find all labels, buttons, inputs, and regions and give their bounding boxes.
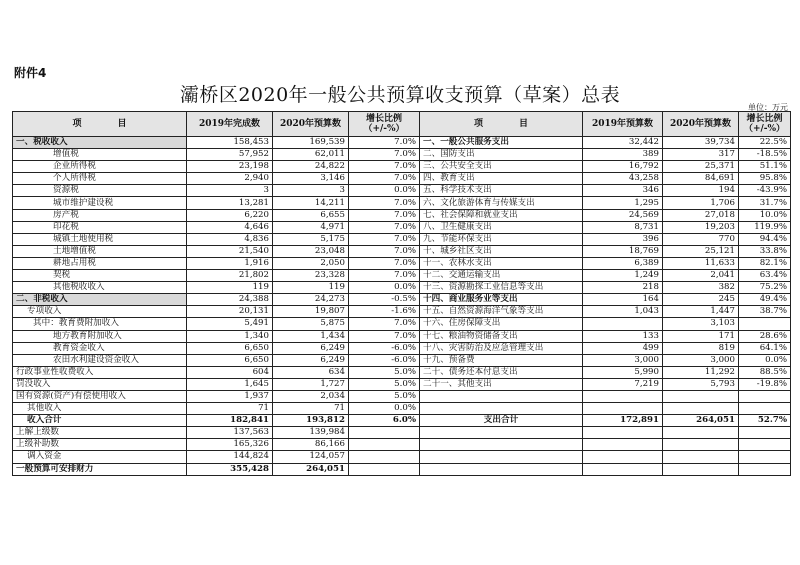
cell-2019-done: 1,916 bbox=[187, 257, 273, 269]
row-label: 契税 bbox=[13, 270, 187, 282]
table-row bbox=[13, 330, 791, 342]
cell-growth bbox=[349, 451, 420, 463]
row-label: 增值税 bbox=[13, 149, 187, 161]
cell-2020-budget: 124,057 bbox=[273, 451, 349, 463]
header-growth-left-line2: （+/-%） bbox=[363, 124, 405, 134]
row-label: 上级补助数 bbox=[13, 439, 187, 451]
header-2019-done: 2019年完成数 bbox=[187, 112, 273, 137]
cell-2020-budget: 5,875 bbox=[273, 318, 349, 330]
cell-2020-budget: 23,328 bbox=[273, 270, 349, 282]
cell-growth bbox=[349, 439, 420, 451]
cell-2019-budget bbox=[583, 318, 663, 330]
cell-2019-done: 119 bbox=[187, 282, 273, 294]
cell-growth-right: 95.8% bbox=[739, 173, 791, 185]
header-growth-left-line1: 增长比例 bbox=[365, 114, 402, 124]
cell-2019-done: 71 bbox=[187, 403, 273, 415]
cell-2019-done: 21,540 bbox=[187, 245, 273, 257]
cell-2020-budget: 24,273 bbox=[273, 294, 349, 306]
cell-2019-budget bbox=[583, 463, 663, 475]
page-title: 灞桥区2020年一般公共预算收支预算（草案）总表 bbox=[179, 84, 621, 106]
cell-growth-right: 0.0% bbox=[739, 354, 791, 366]
cell-2019-done: 1,340 bbox=[187, 330, 273, 342]
cell-2020-budget-right: 25,121 bbox=[663, 245, 739, 257]
cell-2020-budget: 2,050 bbox=[273, 257, 349, 269]
cell-growth-right: 88.5% bbox=[739, 366, 791, 378]
cell-growth-right: -43.9% bbox=[739, 185, 791, 197]
row-label: 二、非税收入 bbox=[13, 294, 187, 306]
cell-growth-right bbox=[739, 390, 791, 402]
cell-2020-budget-right: 27,018 bbox=[663, 209, 739, 221]
cell-2019-done: 1,645 bbox=[187, 378, 273, 390]
cell-2020-budget-right: 39,734 bbox=[663, 137, 739, 149]
attachment-label: 附件4 bbox=[14, 66, 47, 80]
cell-2020-budget: 24,822 bbox=[273, 161, 349, 173]
row-label-right: 三、公共安全支出 bbox=[420, 161, 583, 173]
cell-growth bbox=[349, 463, 420, 475]
header-growth-right-line2: （+/-%） bbox=[743, 124, 786, 134]
cell-growth: 0.0% bbox=[349, 403, 420, 415]
cell-2019-budget bbox=[583, 390, 663, 402]
header-item-left: 项 目 bbox=[13, 112, 187, 137]
cell-2019-budget: 172,891 bbox=[583, 415, 663, 427]
table-row bbox=[13, 427, 791, 439]
cell-2020-budget: 71 bbox=[273, 403, 349, 415]
cell-2020-budget: 193,812 bbox=[273, 415, 349, 427]
cell-2019-budget: 43,258 bbox=[583, 173, 663, 185]
cell-2019-budget: 8,731 bbox=[583, 221, 663, 233]
cell-growth-right: 22.5% bbox=[739, 137, 791, 149]
cell-2019-budget: 1,043 bbox=[583, 306, 663, 318]
table-row bbox=[13, 197, 791, 209]
cell-2020-budget: 169,539 bbox=[273, 137, 349, 149]
cell-2019-budget: 133 bbox=[583, 330, 663, 342]
cell-2019-done: 355,428 bbox=[187, 463, 273, 475]
cell-growth: -6.0% bbox=[349, 342, 420, 354]
cell-2019-done: 6,650 bbox=[187, 354, 273, 366]
row-label-right bbox=[420, 439, 583, 451]
cell-2020-budget-right: 3,103 bbox=[663, 318, 739, 330]
cell-2019-budget: 389 bbox=[583, 149, 663, 161]
table-row bbox=[13, 233, 791, 245]
cell-growth: -6.0% bbox=[349, 354, 420, 366]
row-label-right bbox=[420, 463, 583, 475]
row-label: 耕地占用税 bbox=[13, 257, 187, 269]
cell-2019-budget: 7,219 bbox=[583, 378, 663, 390]
cell-2020-budget-right: 25,371 bbox=[663, 161, 739, 173]
cell-2019-budget: 218 bbox=[583, 282, 663, 294]
row-label: 教育资金收入 bbox=[13, 342, 187, 354]
cell-growth: 7.0% bbox=[349, 161, 420, 173]
cell-growth: 7.0% bbox=[349, 149, 420, 161]
row-label: 城镇土地使用税 bbox=[13, 233, 187, 245]
header-growth-right-line1: 增长比例 bbox=[746, 114, 783, 124]
cell-2019-budget bbox=[583, 451, 663, 463]
cell-2020-budget-right: 84,691 bbox=[663, 173, 739, 185]
table-header-row bbox=[13, 112, 791, 137]
header-growth-left bbox=[349, 112, 420, 137]
cell-2019-budget: 6,389 bbox=[583, 257, 663, 269]
cell-2020-budget-right: 245 bbox=[663, 294, 739, 306]
row-label: 印花税 bbox=[13, 221, 187, 233]
table-row bbox=[13, 270, 791, 282]
budget-table bbox=[12, 111, 791, 476]
row-label: 农田水利建设资金收入 bbox=[13, 354, 187, 366]
cell-2020-budget-right: 1,447 bbox=[663, 306, 739, 318]
cell-2020-budget: 3 bbox=[273, 185, 349, 197]
cell-growth: 7.0% bbox=[349, 257, 420, 269]
table-row bbox=[13, 366, 791, 378]
row-label-right: 十四、商业服务业等支出 bbox=[420, 294, 583, 306]
cell-growth: 5.0% bbox=[349, 378, 420, 390]
row-label: 个人所得税 bbox=[13, 173, 187, 185]
cell-growth-right bbox=[739, 318, 791, 330]
cell-growth-right: 38.7% bbox=[739, 306, 791, 318]
table-row bbox=[13, 185, 791, 197]
table-row bbox=[13, 318, 791, 330]
row-label: 国有资源(资产)有偿使用收入 bbox=[13, 390, 187, 402]
cell-2020-budget-right bbox=[663, 427, 739, 439]
row-label: 上解上级数 bbox=[13, 427, 187, 439]
cell-2020-budget: 1,727 bbox=[273, 378, 349, 390]
row-label-right: 四、教育支出 bbox=[420, 173, 583, 185]
cell-2020-budget: 139,984 bbox=[273, 427, 349, 439]
row-label-right: 十一、农林水支出 bbox=[420, 257, 583, 269]
cell-2019-done: 21,802 bbox=[187, 270, 273, 282]
cell-2019-done: 6,650 bbox=[187, 342, 273, 354]
table-row bbox=[13, 209, 791, 221]
row-label-right: 十、城乡社区支出 bbox=[420, 245, 583, 257]
cell-2019-done: 165,326 bbox=[187, 439, 273, 451]
cell-growth: 0.0% bbox=[349, 185, 420, 197]
cell-2019-budget: 32,442 bbox=[583, 137, 663, 149]
row-label-right: 二十一、其他支出 bbox=[420, 378, 583, 390]
cell-2020-budget: 634 bbox=[273, 366, 349, 378]
cell-2020-budget-right: 382 bbox=[663, 282, 739, 294]
table-row bbox=[13, 221, 791, 233]
row-label: 企业所得税 bbox=[13, 161, 187, 173]
cell-2019-budget: 499 bbox=[583, 342, 663, 354]
cell-growth: 7.0% bbox=[349, 270, 420, 282]
row-label: 调入资金 bbox=[13, 451, 187, 463]
cell-2020-budget: 86,166 bbox=[273, 439, 349, 451]
cell-growth-right: 49.4% bbox=[739, 294, 791, 306]
cell-growth-right: 31.7% bbox=[739, 197, 791, 209]
cell-2020-budget-right bbox=[663, 403, 739, 415]
row-label-right: 七、社会保障和就业支出 bbox=[420, 209, 583, 221]
cell-2019-done: 182,841 bbox=[187, 415, 273, 427]
cell-growth-right bbox=[739, 451, 791, 463]
row-label: 罚没收入 bbox=[13, 378, 187, 390]
cell-2020-budget: 19,807 bbox=[273, 306, 349, 318]
table-row bbox=[13, 173, 791, 185]
cell-2019-done: 23,198 bbox=[187, 161, 273, 173]
cell-growth: 7.0% bbox=[349, 221, 420, 233]
cell-2019-budget: 24,569 bbox=[583, 209, 663, 221]
cell-growth: 7.0% bbox=[349, 197, 420, 209]
row-label-right: 十五、自然资源海洋气象等支出 bbox=[420, 306, 583, 318]
cell-2020-budget: 6,655 bbox=[273, 209, 349, 221]
cell-2019-done: 137,563 bbox=[187, 427, 273, 439]
row-label-right bbox=[420, 451, 583, 463]
table-row bbox=[13, 439, 791, 451]
table-row bbox=[13, 403, 791, 415]
cell-2020-budget-right: 3,000 bbox=[663, 354, 739, 366]
row-label: 其他税收收入 bbox=[13, 282, 187, 294]
row-label-right: 十二、交通运输支出 bbox=[420, 270, 583, 282]
cell-2020-budget-right: 194 bbox=[663, 185, 739, 197]
header-2020-budget: 2020年预算数 bbox=[273, 112, 349, 137]
cell-growth-right bbox=[739, 439, 791, 451]
cell-growth: -1.6% bbox=[349, 306, 420, 318]
cell-2019-done: 13,281 bbox=[187, 197, 273, 209]
header-2019-budget: 2019年预算数 bbox=[583, 112, 663, 137]
cell-growth: 7.0% bbox=[349, 245, 420, 257]
cell-2020-budget: 4,971 bbox=[273, 221, 349, 233]
cell-2019-done: 144,824 bbox=[187, 451, 273, 463]
row-label: 一般预算可安排财力 bbox=[13, 463, 187, 475]
table-row bbox=[13, 294, 791, 306]
cell-2019-budget: 1,295 bbox=[583, 197, 663, 209]
cell-growth: -0.5% bbox=[349, 294, 420, 306]
table-row bbox=[13, 245, 791, 257]
unit-label: 单位：万元 bbox=[748, 103, 788, 112]
row-label-right: 十六、住房保障支出 bbox=[420, 318, 583, 330]
cell-2020-budget-right: 5,793 bbox=[663, 378, 739, 390]
header-2020-budget-right: 2020年预算数 bbox=[663, 112, 739, 137]
cell-growth-right: 82.1% bbox=[739, 257, 791, 269]
cell-growth-right: 119.9% bbox=[739, 221, 791, 233]
cell-2019-done: 20,131 bbox=[187, 306, 273, 318]
cell-2019-done: 4,836 bbox=[187, 233, 273, 245]
cell-2020-budget-right bbox=[663, 463, 739, 475]
cell-growth-right: 64.1% bbox=[739, 342, 791, 354]
cell-2020-budget-right: 1,706 bbox=[663, 197, 739, 209]
cell-growth: 5.0% bbox=[349, 366, 420, 378]
row-label: 地方教育附加收入 bbox=[13, 330, 187, 342]
cell-2020-budget-right: 11,292 bbox=[663, 366, 739, 378]
cell-2019-done: 604 bbox=[187, 366, 273, 378]
cell-2020-budget: 23,048 bbox=[273, 245, 349, 257]
cell-2019-done: 1,937 bbox=[187, 390, 273, 402]
table-row bbox=[13, 306, 791, 318]
cell-2019-budget bbox=[583, 403, 663, 415]
cell-2019-done: 158,453 bbox=[187, 137, 273, 149]
table-row bbox=[13, 137, 791, 149]
row-label-right: 十九、预备费 bbox=[420, 354, 583, 366]
cell-growth: 7.0% bbox=[349, 233, 420, 245]
cell-2019-budget: 1,249 bbox=[583, 270, 663, 282]
cell-2020-budget-right: 264,051 bbox=[663, 415, 739, 427]
cell-2020-budget: 2,034 bbox=[273, 390, 349, 402]
row-label: 一、税收收入 bbox=[13, 137, 187, 149]
total-row bbox=[13, 463, 791, 475]
row-label-right: 二、国防支出 bbox=[420, 149, 583, 161]
row-label: 收入合计 bbox=[13, 415, 187, 427]
cell-growth: 7.0% bbox=[349, 330, 420, 342]
cell-2020-budget-right: 317 bbox=[663, 149, 739, 161]
cell-growth-right: 52.7% bbox=[739, 415, 791, 427]
row-label: 土地增值税 bbox=[13, 245, 187, 257]
cell-growth-right: 75.2% bbox=[739, 282, 791, 294]
cell-2019-budget: 3,000 bbox=[583, 354, 663, 366]
cell-2019-done: 2,940 bbox=[187, 173, 273, 185]
cell-2020-budget-right: 819 bbox=[663, 342, 739, 354]
row-label-right: 五、科学技术支出 bbox=[420, 185, 583, 197]
row-label: 行政事业性收费收入 bbox=[13, 366, 187, 378]
row-label: 资源税 bbox=[13, 185, 187, 197]
row-label: 专项收入 bbox=[13, 306, 187, 318]
cell-2020-budget: 119 bbox=[273, 282, 349, 294]
cell-2020-budget: 264,051 bbox=[273, 463, 349, 475]
table-row bbox=[13, 149, 791, 161]
cell-growth: 5.0% bbox=[349, 390, 420, 402]
row-label-right: 一、一般公共服务支出 bbox=[420, 137, 583, 149]
cell-growth-right: 63.4% bbox=[739, 270, 791, 282]
cell-growth: 0.0% bbox=[349, 282, 420, 294]
row-label-right bbox=[420, 403, 583, 415]
cell-2020-budget-right: 11,633 bbox=[663, 257, 739, 269]
cell-2019-budget: 16,792 bbox=[583, 161, 663, 173]
table-row bbox=[13, 354, 791, 366]
row-label: 房产税 bbox=[13, 209, 187, 221]
cell-2019-done: 5,491 bbox=[187, 318, 273, 330]
row-label: 其他收入 bbox=[13, 403, 187, 415]
cell-growth: 7.0% bbox=[349, 137, 420, 149]
row-label-right: 九、节能环保支出 bbox=[420, 233, 583, 245]
row-label: 其中：教育费附加收入 bbox=[13, 318, 187, 330]
row-label-right bbox=[420, 427, 583, 439]
cell-2019-done: 4,646 bbox=[187, 221, 273, 233]
cell-growth-right: -19.8% bbox=[739, 378, 791, 390]
cell-growth-right: -18.5% bbox=[739, 149, 791, 161]
table-row bbox=[13, 378, 791, 390]
cell-2019-done: 57,952 bbox=[187, 149, 273, 161]
table-row bbox=[13, 282, 791, 294]
cell-2020-budget: 5,175 bbox=[273, 233, 349, 245]
cell-2019-done: 24,388 bbox=[187, 294, 273, 306]
cell-growth bbox=[349, 427, 420, 439]
cell-growth-right bbox=[739, 463, 791, 475]
row-label: 城市维护建设税 bbox=[13, 197, 187, 209]
cell-2020-budget-right bbox=[663, 451, 739, 463]
cell-2020-budget: 14,211 bbox=[273, 197, 349, 209]
cell-growth: 7.0% bbox=[349, 209, 420, 221]
table-row bbox=[13, 390, 791, 402]
table-row bbox=[13, 257, 791, 269]
cell-2019-budget: 5,990 bbox=[583, 366, 663, 378]
cell-2020-budget-right: 2,041 bbox=[663, 270, 739, 282]
cell-2020-budget-right bbox=[663, 390, 739, 402]
cell-2019-budget bbox=[583, 427, 663, 439]
cell-2019-done: 3 bbox=[187, 185, 273, 197]
cell-growth: 7.0% bbox=[349, 318, 420, 330]
cell-2020-budget-right: 19,203 bbox=[663, 221, 739, 233]
cell-growth-right: 28.6% bbox=[739, 330, 791, 342]
cell-growth-right: 33.8% bbox=[739, 245, 791, 257]
header-growth-right bbox=[739, 112, 791, 137]
cell-growth-right bbox=[739, 403, 791, 415]
header-item-right: 项 目 bbox=[420, 112, 583, 137]
cell-2020-budget: 6,249 bbox=[273, 354, 349, 366]
cell-2019-budget: 346 bbox=[583, 185, 663, 197]
cell-2020-budget: 62,011 bbox=[273, 149, 349, 161]
cell-2019-budget: 396 bbox=[583, 233, 663, 245]
table-row bbox=[13, 451, 791, 463]
row-label-right: 八、卫生健康支出 bbox=[420, 221, 583, 233]
row-label-right: 二十、债务还本付息支出 bbox=[420, 366, 583, 378]
row-label-right: 十七、粮油物资储备支出 bbox=[420, 330, 583, 342]
cell-2019-budget: 164 bbox=[583, 294, 663, 306]
cell-growth: 6.0% bbox=[349, 415, 420, 427]
cell-2019-budget: 18,769 bbox=[583, 245, 663, 257]
cell-growth-right: 10.0% bbox=[739, 209, 791, 221]
total-row bbox=[13, 415, 791, 427]
cell-2019-budget bbox=[583, 439, 663, 451]
cell-2020-budget: 3,146 bbox=[273, 173, 349, 185]
cell-2019-done: 6,220 bbox=[187, 209, 273, 221]
row-label-right: 支出合计 bbox=[420, 415, 583, 427]
cell-growth-right: 94.4% bbox=[739, 233, 791, 245]
row-label-right: 六、文化旅游体育与传媒支出 bbox=[420, 197, 583, 209]
row-label-right: 十三、资源勘探工业信息等支出 bbox=[420, 282, 583, 294]
row-label-right bbox=[420, 390, 583, 402]
table-row bbox=[13, 342, 791, 354]
cell-2020-budget-right bbox=[663, 439, 739, 451]
row-label-right: 十八、灾害防治及应急管理支出 bbox=[420, 342, 583, 354]
cell-growth: 7.0% bbox=[349, 173, 420, 185]
table-row bbox=[13, 161, 791, 173]
cell-2020-budget-right: 171 bbox=[663, 330, 739, 342]
cell-2020-budget: 1,434 bbox=[273, 330, 349, 342]
cell-2020-budget-right: 770 bbox=[663, 233, 739, 245]
cell-growth-right: 51.1% bbox=[739, 161, 791, 173]
cell-growth-right bbox=[739, 427, 791, 439]
cell-2020-budget: 6,249 bbox=[273, 342, 349, 354]
